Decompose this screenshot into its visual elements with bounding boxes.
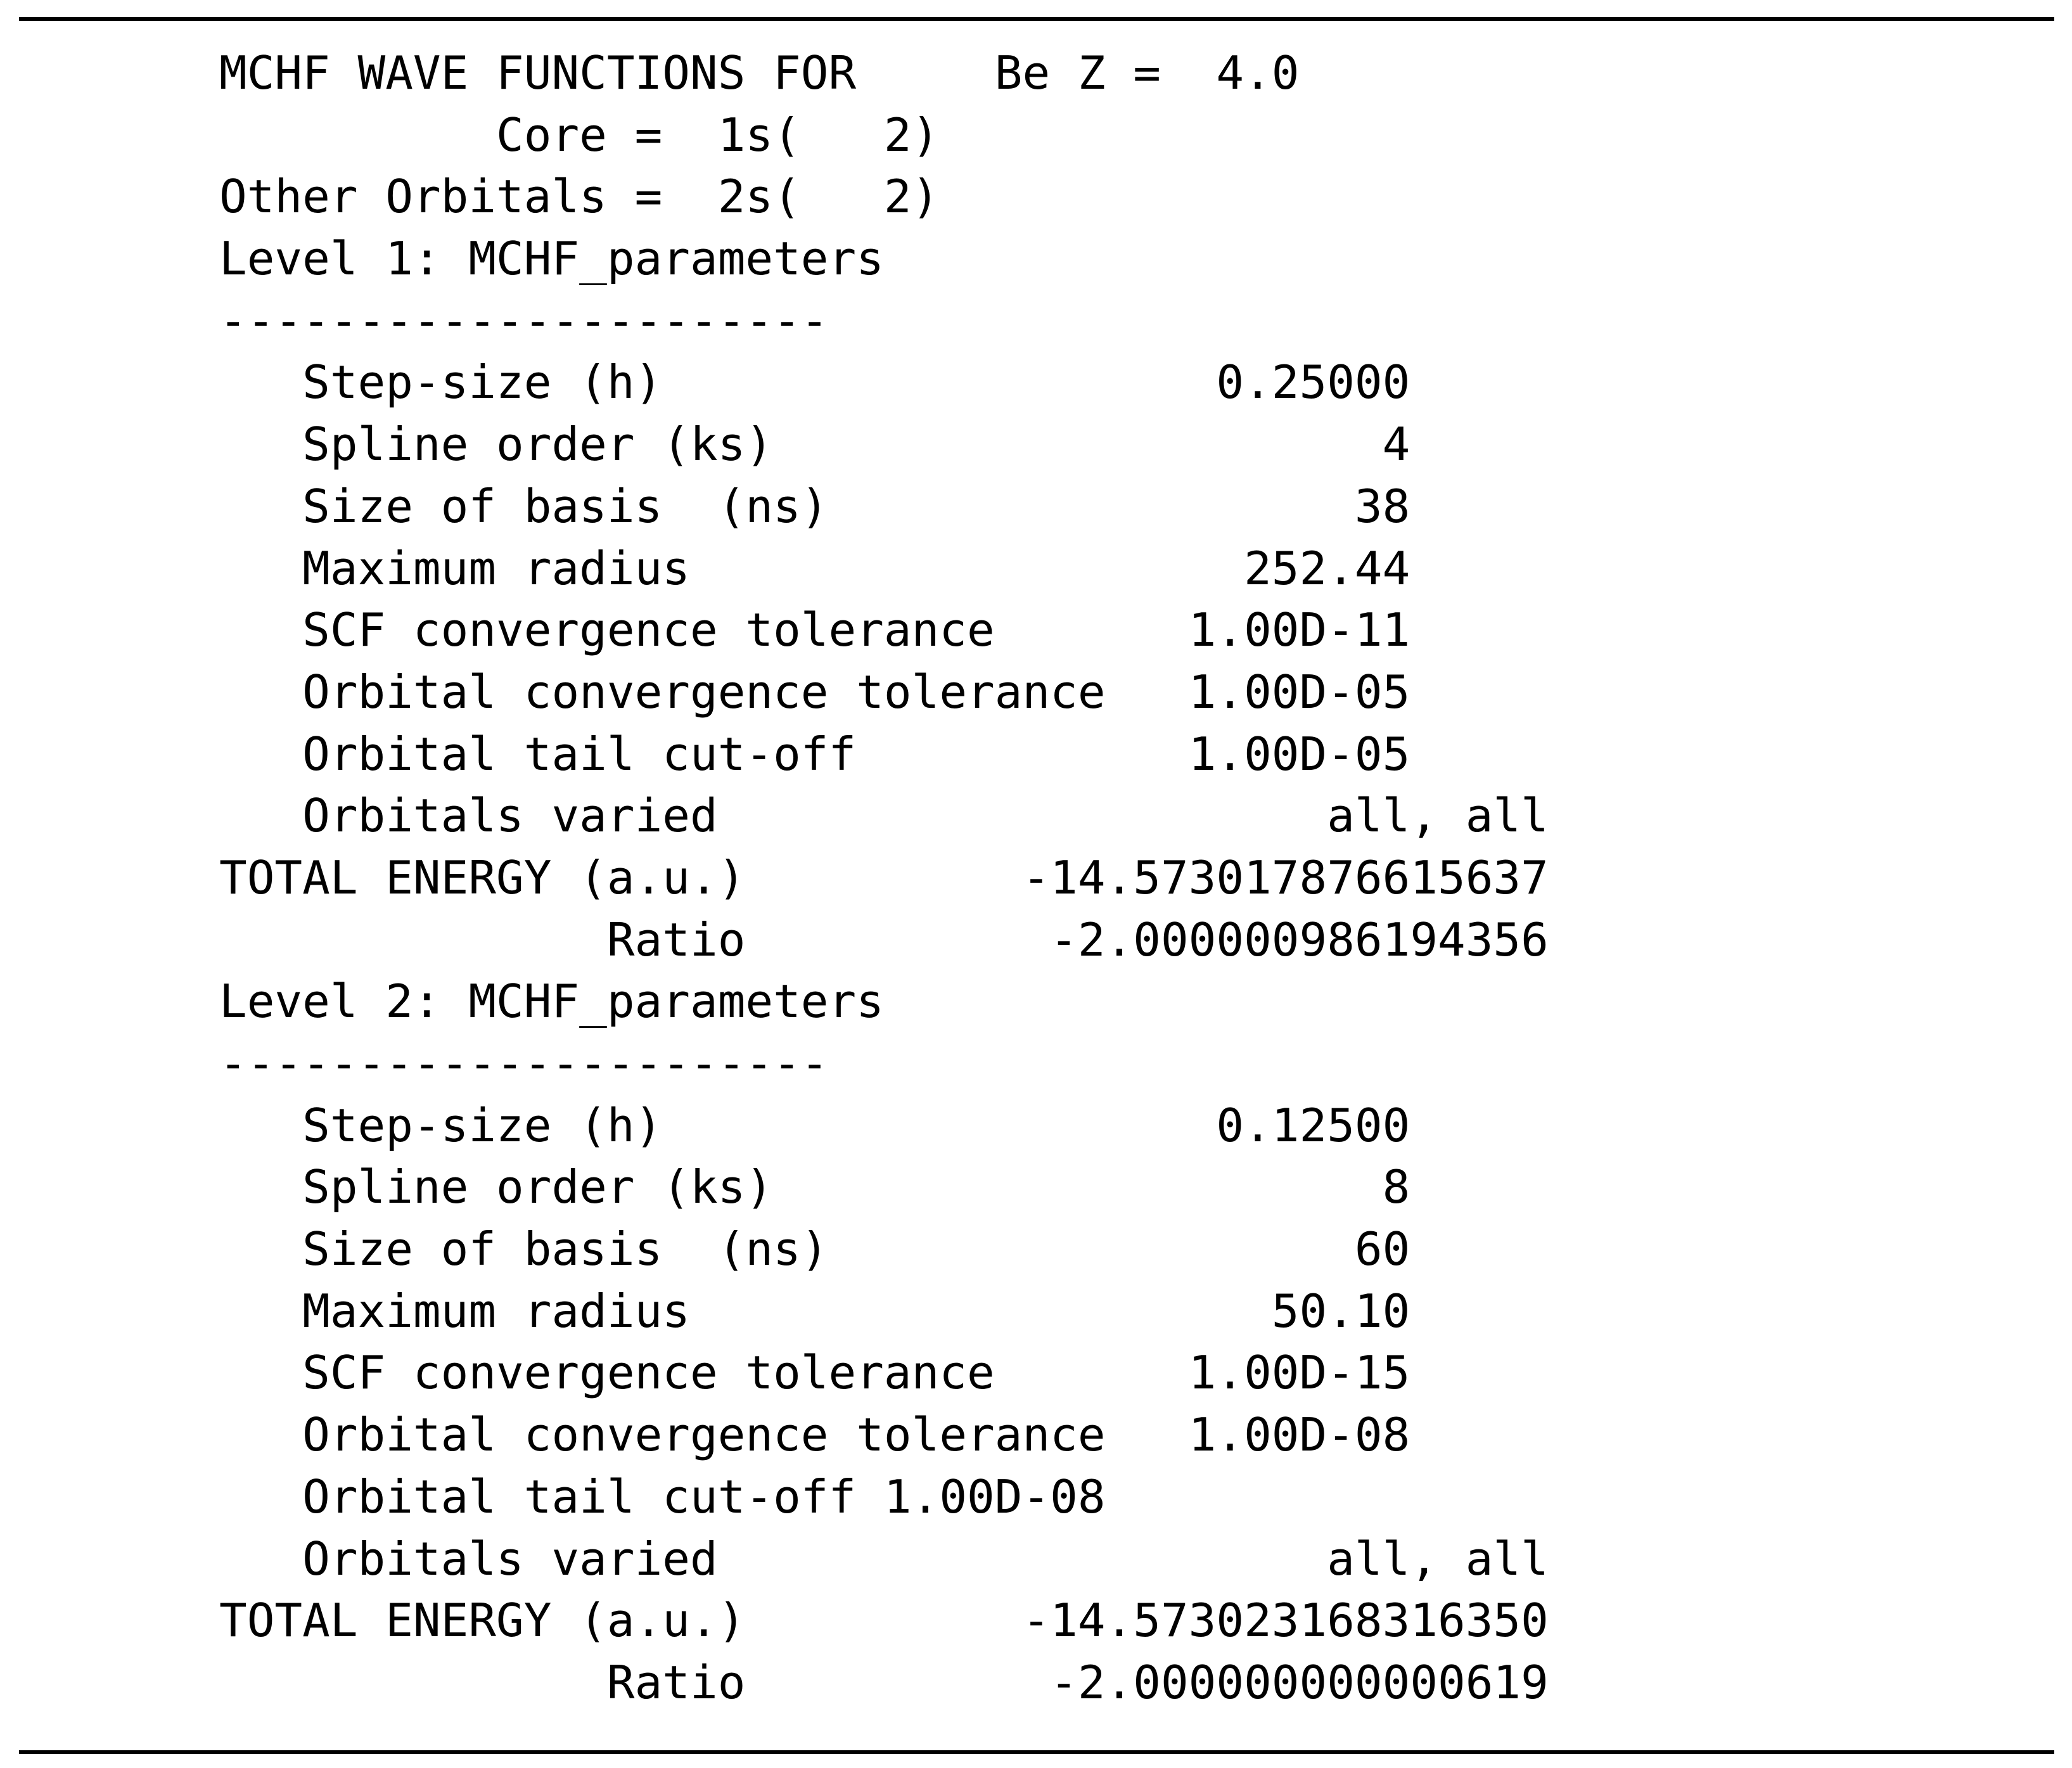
- output-line-18: Step-size (h) 0.12500: [219, 1099, 1410, 1153]
- output-line-13: Orbitals varied all, all: [219, 790, 1549, 843]
- output-line-7: Spline order (ks) 4: [219, 418, 1410, 472]
- output-line-25: Orbitals varied all, all: [219, 1532, 1549, 1586]
- output-line-20: Size of basis (ns) 60: [219, 1223, 1410, 1277]
- output-line-16: Level 2: MCHF_parameters: [219, 975, 884, 1029]
- output-line-26: TOTAL ENERGY (a.u.) -14.573023168316350: [219, 1594, 1549, 1648]
- bottom-rule: [19, 1750, 2054, 1754]
- output-line-15: Ratio -2.000000986194356: [219, 913, 1549, 967]
- output-line-11: Orbital convergence tolerance 1.00D-05: [219, 665, 1410, 719]
- output-line-8: Size of basis (ns) 38: [219, 480, 1410, 534]
- top-rule: [19, 17, 2054, 21]
- output-line-14: TOTAL ENERGY (a.u.) -14.573017876615637: [219, 851, 1549, 905]
- output-line-3: Other Orbitals = 2s( 2): [219, 170, 940, 224]
- output-line-12: Orbital tail cut-off 1.00D-05: [219, 727, 1410, 781]
- output-line-10: SCF convergence tolerance 1.00D-11: [219, 604, 1410, 658]
- output-line-27: Ratio -2.000000000000619: [219, 1656, 1549, 1710]
- output-line-19: Spline order (ks) 8: [219, 1161, 1410, 1215]
- output-line-6: Step-size (h) 0.25000: [219, 356, 1410, 410]
- output-line-2: Core = 1s( 2): [219, 108, 940, 162]
- output-line-5: ----------------------: [219, 294, 829, 348]
- output-line-22: SCF convergence tolerance 1.00D-15: [219, 1347, 1410, 1400]
- output-line-9: Maximum radius 252.44: [219, 542, 1410, 596]
- output-line-17: ----------------------: [219, 1037, 829, 1091]
- output-line-23: Orbital convergence tolerance 1.00D-08: [219, 1409, 1410, 1463]
- output-line-24: Orbital tail cut-off 1.00D-08: [219, 1470, 1106, 1524]
- program-output: [219, 43, 1549, 1715]
- output-line-1: MCHF WAVE FUNCTIONS FOR Be Z = 4.0: [219, 47, 1300, 100]
- output-line-21: Maximum radius 50.10: [219, 1284, 1410, 1338]
- output-line-4: Level 1: MCHF_parameters: [219, 233, 884, 286]
